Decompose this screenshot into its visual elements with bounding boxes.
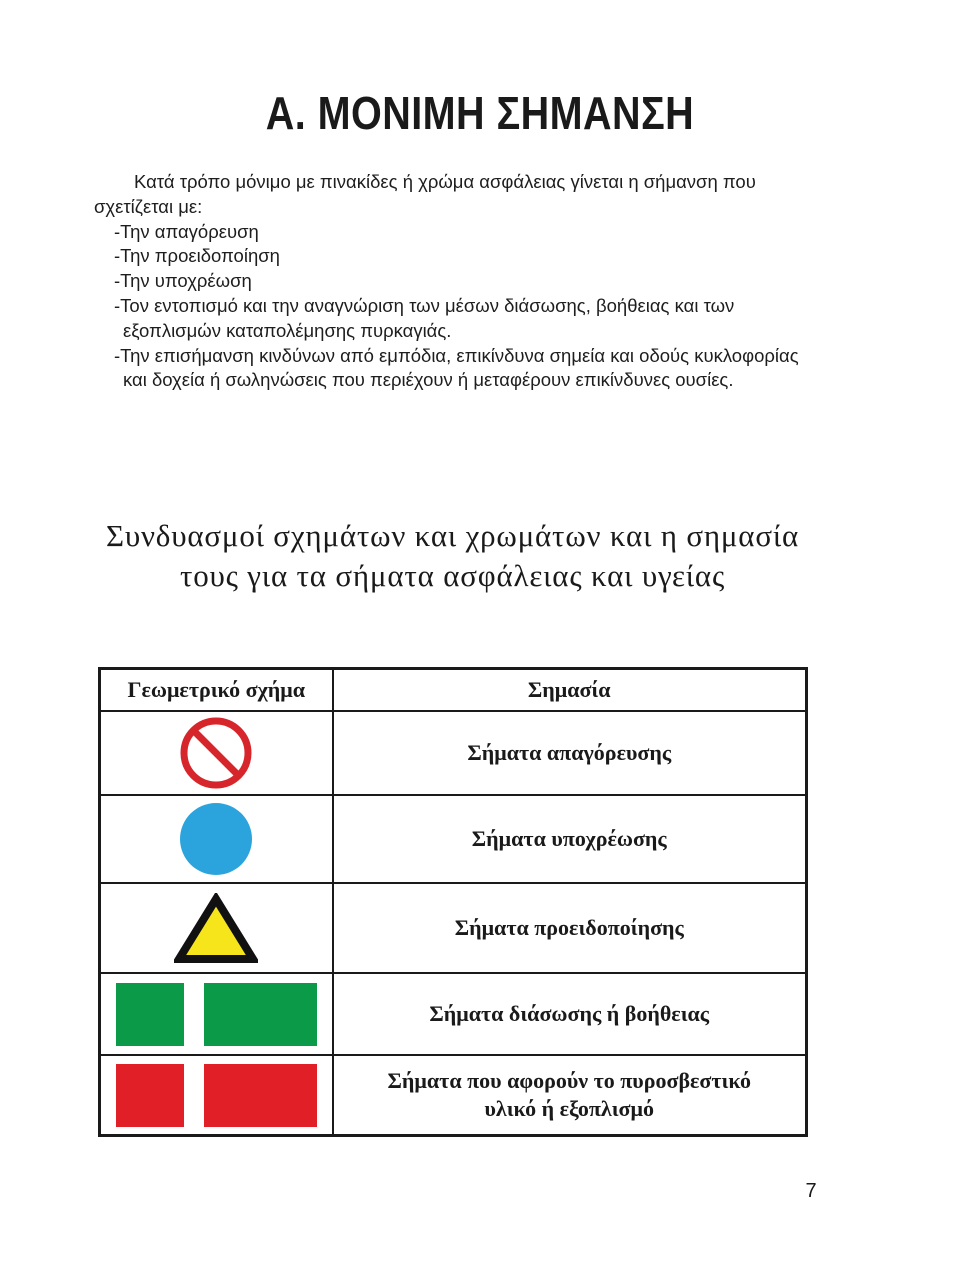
intro-list [94,220,814,394]
meaning-cell: Σήματα που αφορούν το πυροσβεστικό υλικό ή εξοπλισμό [333,1055,807,1136]
shape-cell [100,795,333,883]
shape-cell [100,1055,333,1136]
table-row [100,973,807,1055]
red-square-shape [116,1064,184,1127]
red-rectangles-icon [101,1064,332,1127]
table-row [100,883,807,973]
meaning-cell: Σήματα απαγόρευσης [333,711,807,795]
warning-triangle-icon [174,893,258,963]
shape-cell [100,973,333,1055]
list-item: -Την απαγόρευση [114,220,259,242]
meaning-cell: Σήματα προειδοποίησης [333,883,807,973]
blue-circle-icon [176,800,256,878]
table-row [100,711,807,795]
red-rectangle-shape [204,1064,317,1127]
page-number: 7 [805,1180,817,1202]
table-row [100,795,807,883]
green-square-shape [116,983,184,1046]
table-title: Συνδυασμοί σχημάτων και χρωμάτων και η σημασία τους για τα σήματα ασφάλειας και υγείας [105,518,800,593]
list-item: -Την υποχρέωση [114,270,252,292]
header-shape: Γεωμετρικό σχήμα [100,669,333,712]
list-item: -Την προειδοποίηση [114,245,280,267]
intro-section [94,170,814,393]
signs-table [98,667,808,1137]
prohibition-circle-icon [176,717,256,789]
meaning-cell: Σήματα διάσωσης ή βοήθειας [333,973,807,1055]
shape-cell [100,883,333,973]
shape-cell [100,711,333,795]
header-meaning: Σημασία [333,669,807,712]
meaning-cell: Σήματα υποχρέωσης [333,795,807,883]
page-heading: A. ΜΟΝΙΜΗ ΣΗΜΑΝΣΗ [265,87,695,139]
green-rectangles-icon [101,983,332,1046]
list-item: -Τον εντοπισμό και την αναγνώριση των μέσων διάσωσης, βοήθειας και των εξοπλισμών καταπολέμησης πυρκαγιάς. [114,294,735,341]
table-row [100,1055,807,1136]
table-header-row [100,669,807,712]
intro-lead: Κατά τρόπο μόνιμο με πινακίδες ή χρώμα ασφάλειας γίνεται η σήμανση που σχετίζεται με: [94,171,756,217]
list-item: -Την επισήμανση κινδύνων από εμπόδια, επικίνδυνα σημεία και οδούς κυκλοφορίας και δοχεία ή σωληνώσεις που περιέχουν ή μεταφέρουν επικίνδυνες ουσίες. [114,344,799,391]
green-rectangle-shape [204,983,317,1046]
